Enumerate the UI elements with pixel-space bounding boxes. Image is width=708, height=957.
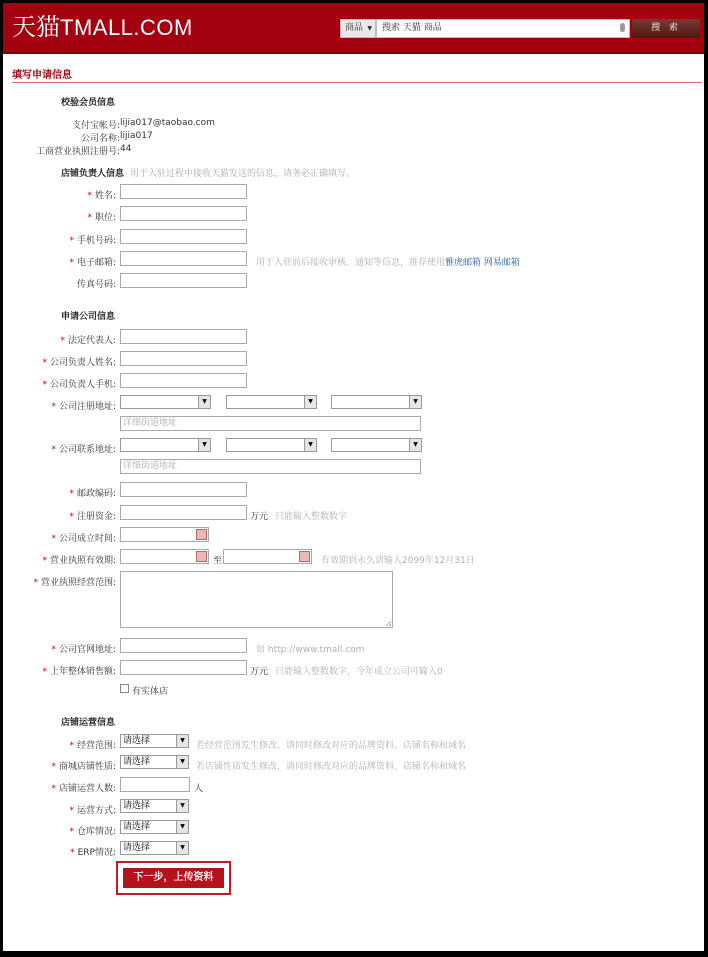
title-divider	[12, 82, 702, 83]
search-bar	[340, 19, 701, 38]
resize-handle-icon[interactable]	[385, 620, 391, 626]
op-scope-hint: 若经营范围发生修改，请同时修改对应的品牌资料、店铺名称和域名	[196, 741, 467, 751]
license-start-input[interactable]	[120, 549, 209, 564]
op-scope-select[interactable]: 请选择 ▼	[120, 734, 189, 748]
website-hint: 如 http://www.tmall.com	[256, 645, 365, 655]
capital-unit: 万元	[250, 512, 269, 522]
yahoo-mail-link[interactable]: 雅虎邮箱	[445, 258, 482, 268]
postcode-input[interactable]	[120, 482, 247, 497]
company-name-value: lijia017	[120, 131, 153, 141]
capital-input[interactable]	[120, 505, 247, 520]
chevron-down-icon: ▼	[304, 439, 316, 451]
staff-count-input[interactable]	[120, 777, 190, 792]
owner-mobile-input[interactable]	[120, 229, 247, 244]
warehouse-select[interactable]: 请选择 ▼	[120, 820, 189, 834]
reg-city-select[interactable]	[226, 395, 317, 409]
found-date-label: * 公司成立时间:	[51, 534, 116, 544]
found-date-input[interactable]	[120, 527, 209, 542]
license-valid-hint: 有效期到永久请输入2099年12月31日	[321, 556, 475, 566]
erp-select[interactable]: 请选择 ▼	[120, 841, 189, 855]
warehouse-label: * 仓库情况:	[69, 827, 116, 837]
owner-email-input[interactable]	[120, 251, 247, 266]
contact-city-select[interactable]	[226, 438, 317, 452]
capital-hint: 只能输入整数数字	[275, 512, 348, 522]
chevron-down-icon: ▼	[176, 842, 188, 854]
tmall-logo[interactable]	[12, 12, 193, 43]
staff-count-label: * 店铺运营人数:	[51, 784, 116, 794]
physical-store-checkbox[interactable]	[120, 684, 129, 693]
section-member-title: 校验会员信息	[61, 98, 116, 108]
manager-mobile-label: * 公司负责人手机:	[42, 380, 116, 390]
calendar-icon[interactable]	[196, 529, 207, 540]
owner-name-input[interactable]	[120, 184, 247, 199]
shop-type-label: * 商城店铺性质:	[51, 762, 116, 772]
license-valid-label: * 营业执照有效期:	[42, 556, 116, 566]
section-shop-owner-title	[61, 166, 355, 179]
license-end-input[interactable]	[223, 549, 312, 564]
page-title: 填写申请信息	[12, 70, 72, 81]
reg-province-select[interactable]	[120, 395, 211, 409]
chevron-down-icon: ▼	[367, 25, 372, 32]
legal-rep-input[interactable]	[120, 329, 247, 344]
chevron-down-icon: ▼	[176, 735, 188, 747]
netease-mail-link[interactable]: 网易邮箱	[483, 258, 520, 268]
website-input[interactable]	[120, 638, 247, 653]
business-scope-label: * 营业执照经营范围:	[33, 578, 116, 588]
search-category-label: 商品	[345, 23, 364, 33]
logo-latin: TMALL.COM	[60, 15, 193, 40]
date-range-to: 至	[213, 556, 223, 566]
sales-label: * 上年整体销售额:	[42, 667, 116, 677]
alipay-account-label: 支付宝帐号:	[71, 121, 120, 131]
erp-label: * ERP情况:	[70, 848, 116, 858]
op-mode-select[interactable]: 请选择 ▼	[120, 799, 189, 813]
shop-type-select[interactable]: 请选择 ▼	[120, 755, 189, 769]
section-company-title: 申请公司信息	[61, 312, 116, 322]
owner-fax-label: 传真号码:	[76, 280, 116, 290]
alipay-account-value: lijia017@taobao.com	[120, 118, 215, 128]
owner-position-input[interactable]	[120, 206, 247, 221]
calendar-icon[interactable]	[196, 551, 207, 562]
postcode-label: * 邮政编码:	[69, 489, 116, 499]
physical-store-label: 有实体店	[132, 687, 169, 697]
shop-owner-hint: 用于入驻过程中接收天猫发送的信息，请务必正确填写。	[130, 169, 356, 179]
search-category-select[interactable]	[340, 19, 376, 38]
next-step-button[interactable]: 下一步，上传资料	[123, 868, 224, 888]
header-bar	[3, 3, 704, 54]
owner-email-hint: 用于入驻前后接收审核、通知等信息，推荐使用雅虎邮箱 网易邮箱	[256, 258, 520, 268]
owner-name-label: * 姓名:	[87, 191, 116, 201]
chevron-down-icon: ▼	[409, 396, 421, 408]
owner-mobile-label: * 手机号码:	[69, 236, 116, 246]
owner-fax-input[interactable]	[120, 273, 247, 288]
reg-street-input[interactable]: 详细街道地址	[120, 416, 421, 431]
sales-unit: 万元	[250, 667, 269, 677]
chevron-down-icon: ▼	[409, 439, 421, 451]
section-operation-title: 店铺运营信息	[61, 718, 116, 728]
legal-rep-label: * 法定代表人:	[60, 336, 116, 346]
chevron-down-icon: ▼	[176, 800, 188, 812]
staff-unit: 人	[194, 784, 204, 794]
op-scope-label: * 经营范围:	[69, 741, 116, 751]
contact-street-input[interactable]: 详细街道地址	[120, 459, 421, 474]
page-frame	[3, 3, 704, 951]
manager-name-input[interactable]	[120, 351, 247, 366]
logo-cn: 天猫	[12, 13, 60, 41]
business-scope-textarea[interactable]	[120, 571, 393, 628]
contact-district-select[interactable]	[331, 438, 422, 452]
reg-district-select[interactable]	[331, 395, 422, 409]
chevron-down-icon: ▼	[198, 439, 210, 451]
manager-name-label: * 公司负责人姓名:	[42, 358, 116, 368]
chevron-down-icon: ▼	[198, 396, 210, 408]
search-placeholder: 搜索 天猫 商品	[382, 23, 442, 33]
chevron-down-icon: ▼	[304, 396, 316, 408]
manager-mobile-input[interactable]	[120, 373, 247, 388]
microphone-icon[interactable]	[620, 23, 625, 32]
owner-position-label: * 职位:	[87, 213, 116, 223]
shop-owner-title-text: 店铺负责人信息	[61, 169, 125, 179]
website-label: * 公司官网地址:	[51, 645, 116, 655]
op-mode-label: * 运营方式:	[69, 806, 116, 816]
search-button[interactable]: 搜 索	[632, 19, 700, 38]
chevron-down-icon: ▼	[176, 756, 188, 768]
calendar-icon[interactable]	[299, 551, 310, 562]
company-name-label: 公司名称:	[80, 134, 120, 144]
sales-input[interactable]	[120, 660, 247, 675]
license-number-label: 工商营业执照注册号:	[35, 147, 120, 157]
contact-province-select[interactable]	[120, 438, 211, 452]
shop-type-hint: 若店铺性质发生修改，请同时修改对应的品牌资料、店铺名称和域名	[196, 762, 467, 772]
capital-label: * 注册资金:	[69, 512, 116, 522]
sales-hint: 只能输入整数数字，今年成立公司可输入0	[275, 667, 443, 677]
next-step-button-frame	[116, 861, 231, 895]
license-number-value: 44	[120, 144, 132, 154]
chevron-down-icon: ▼	[176, 821, 188, 833]
owner-email-label: * 电子邮箱:	[69, 258, 116, 268]
search-input[interactable]	[376, 19, 630, 38]
reg-address-label: * 公司注册地址:	[51, 402, 116, 412]
contact-address-label: * 公司联系地址:	[51, 445, 116, 455]
